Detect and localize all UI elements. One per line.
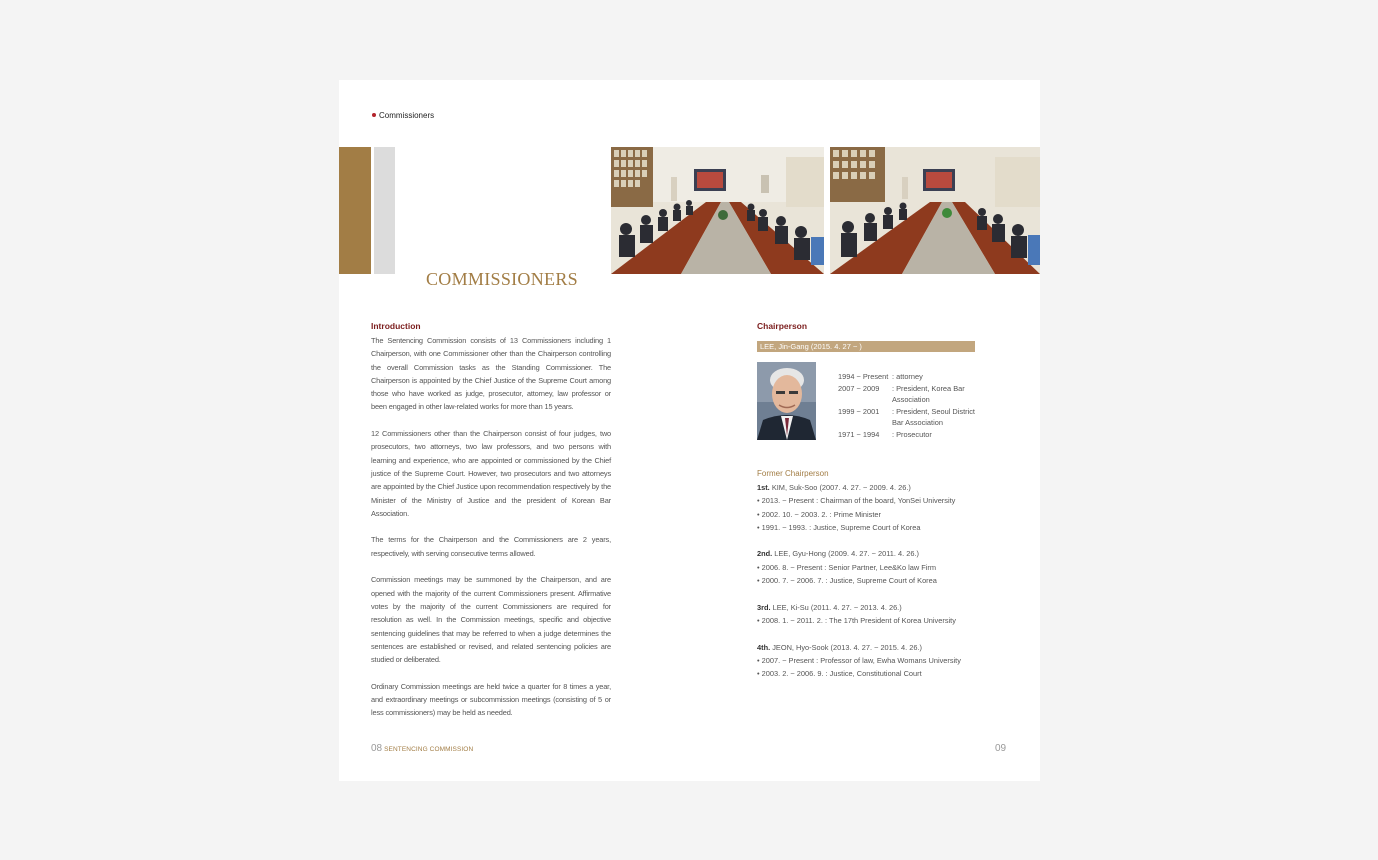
section-label [372, 111, 434, 121]
former-chairperson-heading: Former Chairperson [757, 469, 829, 478]
career-desc: : attorney [892, 372, 923, 381]
former-ordinal: 3rd. [757, 602, 771, 612]
former-item: • 2007. ~ Present : Professor of law, Ewha Womans University [757, 655, 961, 665]
chairperson-column [757, 321, 997, 694]
former-chairperson-list [757, 481, 997, 680]
career-row [838, 371, 988, 383]
former-item: • 2013. ~ Present : Chairman of the board, YonSei University [757, 496, 956, 506]
former-entry [757, 481, 997, 534]
chairperson-heading: Chairperson [757, 321, 808, 331]
career-desc: : President, Korea Bar Association [892, 383, 965, 404]
career-row [838, 429, 988, 441]
meeting-photo-1 [611, 147, 824, 274]
career-row [838, 406, 988, 429]
footer-publication-name: SENTENCING COMMISSION [384, 746, 474, 753]
former-name-line [757, 601, 997, 614]
former-item: • 2002. 10. ~ 2003. 2. : Prime Minister [757, 509, 881, 519]
former-ordinal: 1st. [757, 483, 770, 492]
intro-paragraph-5: Ordinary Commission meetings are held twice a quarter for 8 times a year, and extraordinary meetings or subcommission meetings (consisting of 5 or less commissioners) may be held as needed. [371, 681, 611, 718]
former-name: LEE, Gyu-Hong (2009. 4. 27. ~ 2011. 4. 26.) [774, 549, 919, 559]
former-item: • 2000. 7. ~ 2006. 7. : Justice, Supreme Court of Korea [757, 576, 937, 586]
page-number-left [371, 743, 473, 756]
career-period: 1994 ~ Present [838, 372, 889, 381]
former-item: • 2006. 8. ~ Present : Senior Partner, Lee&Ko law Firm [757, 562, 937, 572]
former-entry [757, 641, 997, 681]
former-item: • 1991. ~ 1993. : Justice, Supreme Court of Korea [757, 522, 921, 532]
gold-accent-bar [339, 147, 371, 274]
section-label-text: Commissioners [379, 111, 435, 120]
career-desc: : Prosecutor [892, 429, 932, 439]
former-name-line [757, 641, 997, 654]
former-ordinal: 2nd. [757, 549, 773, 559]
intro-paragraph-2: 12 Commissioners other than the Chairperson consist of four judges, two prosecutors, two attorneys, two law professors, and two persons with learning and experience, who are appointed or commissioned by the Chief justice of the Supreme Court. However, two prosecutors and two attorneys are appointed by the Chief Justice upon recommendation respectively by the Minister of the Ministry of Justice and the president of Korean Bar Association. [371, 429, 611, 518]
career-desc: : President, Seoul District Bar Association [892, 406, 975, 427]
career-period: 1999 ~ 2001 [838, 406, 880, 416]
intro-paragraph-3: The terms for the Chairperson and the Commissioners are 2 years, respectively, with serving consecutive terms allowed. [371, 535, 611, 558]
meeting-room-image [611, 147, 824, 274]
former-name: KIM, Suk-Soo (2007. 4. 27. ~ 2009. 4. 26.) [771, 483, 911, 492]
bullet-dot-icon [372, 113, 376, 117]
page-number-right: 09 [995, 743, 1007, 754]
chairperson-name-bar: LEE, Jin-Gang (2015. 4. 27 ~ ) [757, 341, 975, 352]
former-name: LEE, Ki-Su (2011. 4. 27. ~ 2013. 4. 26.) [772, 602, 902, 612]
career-period: 2007 ~ 2009 [838, 383, 880, 393]
career-period: 1971 ~ 1994 [838, 429, 880, 439]
chairperson-profile [757, 362, 997, 444]
former-name-line [757, 481, 997, 494]
former-entry [757, 601, 997, 628]
introduction-heading: Introduction [371, 321, 421, 331]
former-entry [757, 547, 997, 587]
meeting-room-image-2 [830, 147, 1040, 274]
former-item: • 2008. 1. ~ 2011. 2. : The 17th President of Korea University [757, 615, 956, 625]
chairperson-career [838, 371, 988, 440]
page-title: COMMISSIONERS [426, 269, 578, 290]
intro-paragraph-1: The Sentencing Commission consists of 13 Commissioners including 1 Chairperson, with one Commissioner other than the Chairperson controlling the overall Commission tasks as the Standing Commissioner. The Chairperson is appointed by the Chief Justice of the Supreme Court among those who have worked as judge, prosecutor, attorney, law professor or been engaged in other law-related works for more than 15 years. [371, 336, 611, 412]
gray-accent-bar [374, 147, 395, 274]
former-name: JEON, Hyo-Sook (2013. 4. 27. ~ 2015. 4. 26.) [772, 642, 922, 652]
former-name-line [757, 547, 997, 560]
portrait-image [757, 362, 816, 440]
former-item: • 2003. 2. ~ 2006. 9. : Justice, Constitutional Court [757, 669, 922, 679]
intro-paragraph-4: Commission meetings may be summoned by the Chairperson, and are opened with the majority of the current Commissioners present. Affirmative votes by the majority of the current Commissioners are required for resolution as well. In the Commission meetings, specific and objective sentencing guidelines that may be referred to when a judge determines the sentences are established or revised, and related sentencing policies are studied or deliberated. [371, 575, 611, 665]
meeting-photo-2 [830, 147, 1040, 274]
former-ordinal: 4th. [757, 642, 771, 652]
career-row [838, 383, 988, 406]
chairperson-portrait [757, 362, 816, 440]
document-page [339, 80, 1040, 781]
left-page-number: 08 [371, 743, 383, 754]
introduction-column [371, 321, 611, 733]
